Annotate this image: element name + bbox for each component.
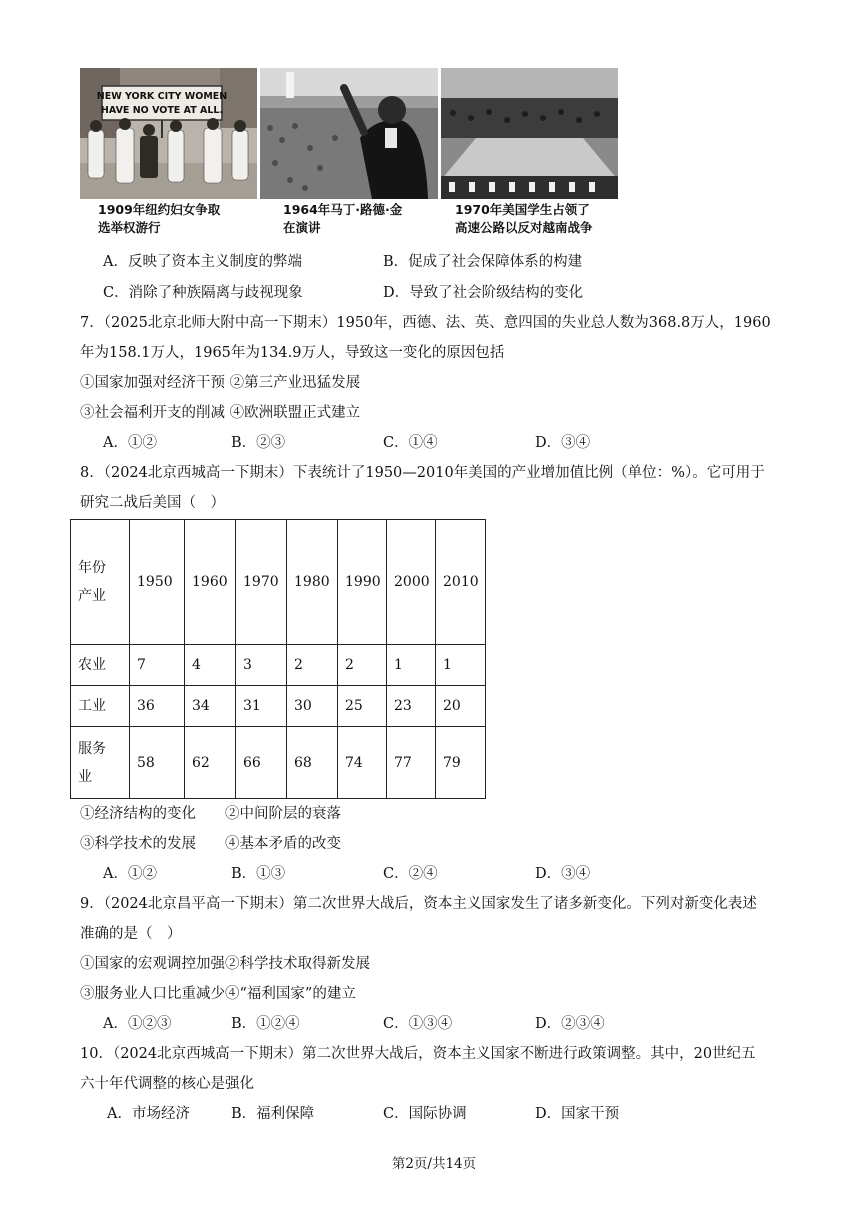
question-stem: 9．（2024北京昌平高一下期末）第二次世界大战后，资本主义国家发生了诸多新变化。下列对新变化表述 [80, 896, 757, 912]
table-cell: 68 [287, 727, 338, 799]
table-cell: 23 [387, 686, 436, 727]
question-stem: 8．（2024北京西城高一下期末）下表统计了1950—2010年美国的产业增加值比例（单位：%）。它可用于 [80, 465, 765, 481]
table-cell: 30 [287, 686, 338, 727]
option-a[interactable]: A．①② [103, 866, 157, 882]
table-cell: 2 [287, 645, 338, 686]
photo-caption: 1970年美国学生占领了 高速公路以反对越南战争 [455, 202, 593, 235]
table-cell: 34 [185, 686, 236, 727]
row-label: 服务 业 [71, 727, 130, 799]
suffrage-parade-photo [80, 68, 257, 199]
row-label: 农业 [71, 645, 130, 686]
question-stem: 年为158.1万人，1965年为134.9万人，导致这一变化的原因包括 [80, 345, 505, 361]
question-item: ①国家的宏观调控加强②科学技术取得新发展 [80, 956, 370, 972]
table-cell: 3 [236, 645, 287, 686]
year-header: 1970 [236, 520, 287, 645]
option-d[interactable]: D．③④ [535, 866, 591, 882]
table-cell: 36 [130, 686, 185, 727]
svg-text:HAVE NO VOTE AT ALL.: HAVE NO VOTE AT ALL. [100, 105, 224, 116]
table-cell: 77 [387, 727, 436, 799]
question-stem: 10．（2024北京西城高一下期末）第二次世界大战后，资本主义国家不断进行政策调整。其中，20世纪五 [80, 1046, 756, 1062]
option-c[interactable]: C．②④ [383, 866, 438, 882]
table-cell: 1 [387, 645, 436, 686]
year-header: 2010 [436, 520, 486, 645]
row-label: 工业 [71, 686, 130, 727]
table-header-row [71, 520, 486, 645]
year-header: 1950 [130, 520, 185, 645]
table-cell: 58 [130, 727, 185, 799]
option-a[interactable]: A．反映了资本主义制度的弊端 [103, 254, 302, 270]
option-d[interactable]: D．②③④ [535, 1016, 605, 1032]
table-cell: 31 [236, 686, 287, 727]
option-a[interactable]: A．①② [103, 435, 157, 451]
option-c[interactable]: C．①③④ [383, 1016, 453, 1032]
highway-occupation-photo [441, 68, 618, 199]
question-stem: 准确的是（ ） [80, 926, 182, 942]
table-corner-cell: 年份 产业 [71, 520, 130, 645]
question-item: ③科学技术的发展 ④基本矛盾的改变 [80, 836, 341, 852]
option-b[interactable]: B．②③ [231, 435, 286, 451]
question-item: ③社会福利开支的削减 ④欧洲联盟正式建立 [80, 405, 361, 421]
table-cell: 25 [338, 686, 387, 727]
option-b[interactable]: B．①③ [231, 866, 286, 882]
table-cell: 62 [185, 727, 236, 799]
question-item: ①国家加强对经济干预 ②第三产业迅猛发展 [80, 375, 361, 391]
table-row [71, 727, 486, 799]
table-cell: 4 [185, 645, 236, 686]
svg-text:NEW YORK CITY WOMEN: NEW YORK CITY WOMEN [96, 91, 228, 102]
option-a[interactable]: A．①②③ [103, 1016, 172, 1032]
year-header: 1980 [287, 520, 338, 645]
option-c[interactable]: C．消除了种族隔离与歧视现象 [103, 285, 303, 301]
year-header: 2000 [387, 520, 436, 645]
table-cell: 2 [338, 645, 387, 686]
option-c[interactable]: C．①④ [383, 435, 438, 451]
table-cell: 79 [436, 727, 486, 799]
option-c[interactable]: C．国际协调 [383, 1106, 467, 1122]
mlk-speech-photo [260, 68, 438, 199]
option-a[interactable]: A．市场经济 [107, 1106, 190, 1122]
industry-table [70, 519, 486, 799]
table-cell: 66 [236, 727, 287, 799]
question-stem: 六十年代调整的核心是强化 [80, 1076, 254, 1092]
photo-caption: 1964年马丁·路德·金 在演讲 [283, 202, 403, 235]
option-d[interactable]: D．③④ [535, 435, 591, 451]
table-cell: 7 [130, 645, 185, 686]
table-row [71, 686, 486, 727]
option-d[interactable]: D．导致了社会阶级结构的变化 [383, 285, 584, 301]
option-b[interactable]: B．促成了社会保障体系的构建 [383, 254, 583, 270]
year-header: 1960 [185, 520, 236, 645]
option-d[interactable]: D．国家干预 [535, 1106, 620, 1122]
table-cell: 20 [436, 686, 486, 727]
question-stem: 7．（2025北京北师大附中高一下期末）1950年，西德、法、英、意四国的失业总人数为368.8万人，1960 [80, 315, 771, 331]
table-row [71, 645, 486, 686]
question-item: ③服务业人口比重减少④“福利国家”的建立 [80, 986, 356, 1002]
option-b[interactable]: B．福利保障 [231, 1106, 315, 1122]
table-cell: 74 [338, 727, 387, 799]
photo-caption: 1909年纽约妇女争取 选举权游行 [98, 202, 221, 235]
question-item: ①经济结构的变化 ②中间阶层的衰落 [80, 806, 341, 822]
page-number: 第2页/共14页 [391, 1156, 477, 1172]
year-header: 1990 [338, 520, 387, 645]
table-cell: 1 [436, 645, 486, 686]
question-stem: 研究二战后美国（ ） [80, 495, 225, 511]
option-b[interactable]: B．①②④ [231, 1016, 300, 1032]
